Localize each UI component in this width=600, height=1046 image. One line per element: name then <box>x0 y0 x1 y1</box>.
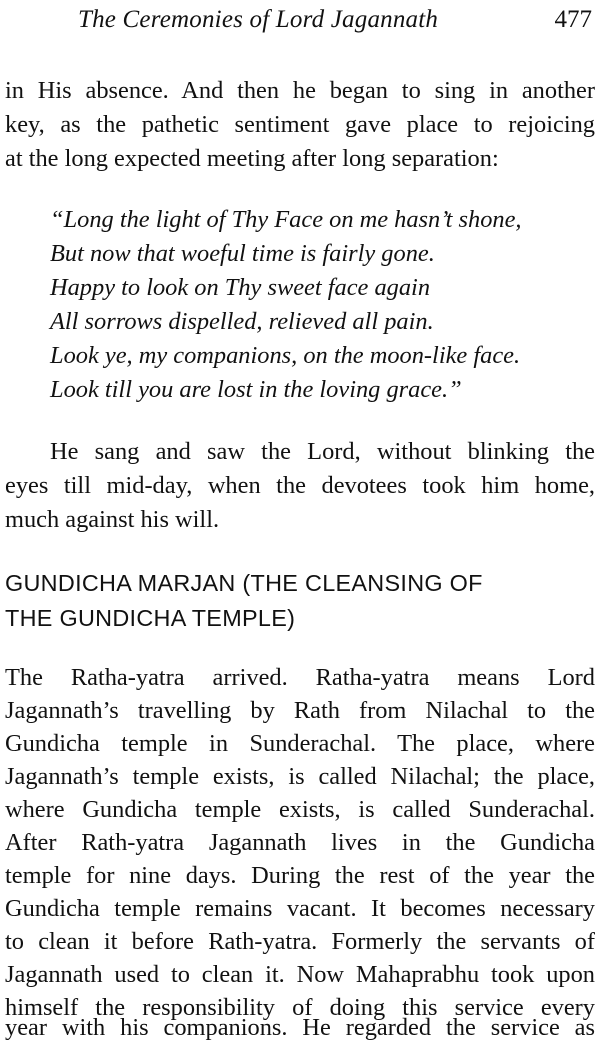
text-line: year with his companions. He regarded the service as <box>5 1014 595 1041</box>
running-title: The Ceremonies of Lord Jagannath <box>78 6 439 33</box>
text-line: much against his will. <box>5 506 220 533</box>
running-header <box>0 4 600 40</box>
verse-line: But now that woeful time is fairly gone. <box>50 240 435 267</box>
text-line: Gundicha temple in Sunderachal. The place, where <box>5 730 595 757</box>
text-line: key, as the pathetic sentiment gave place to rejoicing <box>5 111 595 138</box>
text-line: where Gundicha temple exists, is called Sunderachal. <box>5 796 595 823</box>
text-line: Jagannath’s temple exists, is called Nilachal; the place, <box>5 763 595 790</box>
text-line: temple for nine days. During the rest of the year the <box>5 862 595 889</box>
text-line: himself the responsibility of doing this service every <box>5 994 595 1021</box>
text-line: at the long expected meeting after long separation: <box>5 145 499 172</box>
heading-line: GUNDICHA MARJAN (THE CLEANSING OF <box>5 570 483 596</box>
verse-line: Look till you are lost in the loving grace.” <box>50 376 462 403</box>
text-line: The Ratha-yatra arrived. Ratha-yatra means Lord <box>5 664 595 691</box>
text-line: to clean it before Rath-yatra. Formerly the servants of <box>5 928 595 955</box>
verse-line: “Long the light of Thy Face on me hasn’t shone, <box>50 206 522 233</box>
text-line: in His absence. And then he began to sing in another <box>5 77 595 104</box>
verse-line: Look ye, my companions, on the moon-like face. <box>50 342 521 369</box>
verse-line: Happy to look on Thy sweet face again <box>50 274 431 301</box>
text-line: eyes till mid-day, when the devotees took him home, <box>5 472 595 499</box>
verse-line: All sorrows dispelled, relieved all pain. <box>50 308 434 335</box>
text-line: He sang and saw the Lord, without blinking the <box>50 438 595 465</box>
text-line: Jagannath used to clean it. Now Mahaprabhu took upon <box>5 961 595 988</box>
text-line: After Rath-yatra Jagannath lives in the Gundicha <box>5 829 595 856</box>
page-number: 477 <box>554 6 592 33</box>
text-line: Jagannath’s travelling by Rath from Nilachal to the <box>5 697 595 724</box>
text-line: Gundicha temple remains vacant. It becomes necessary <box>5 895 595 922</box>
heading-line: THE GUNDICHA TEMPLE) <box>5 605 296 631</box>
